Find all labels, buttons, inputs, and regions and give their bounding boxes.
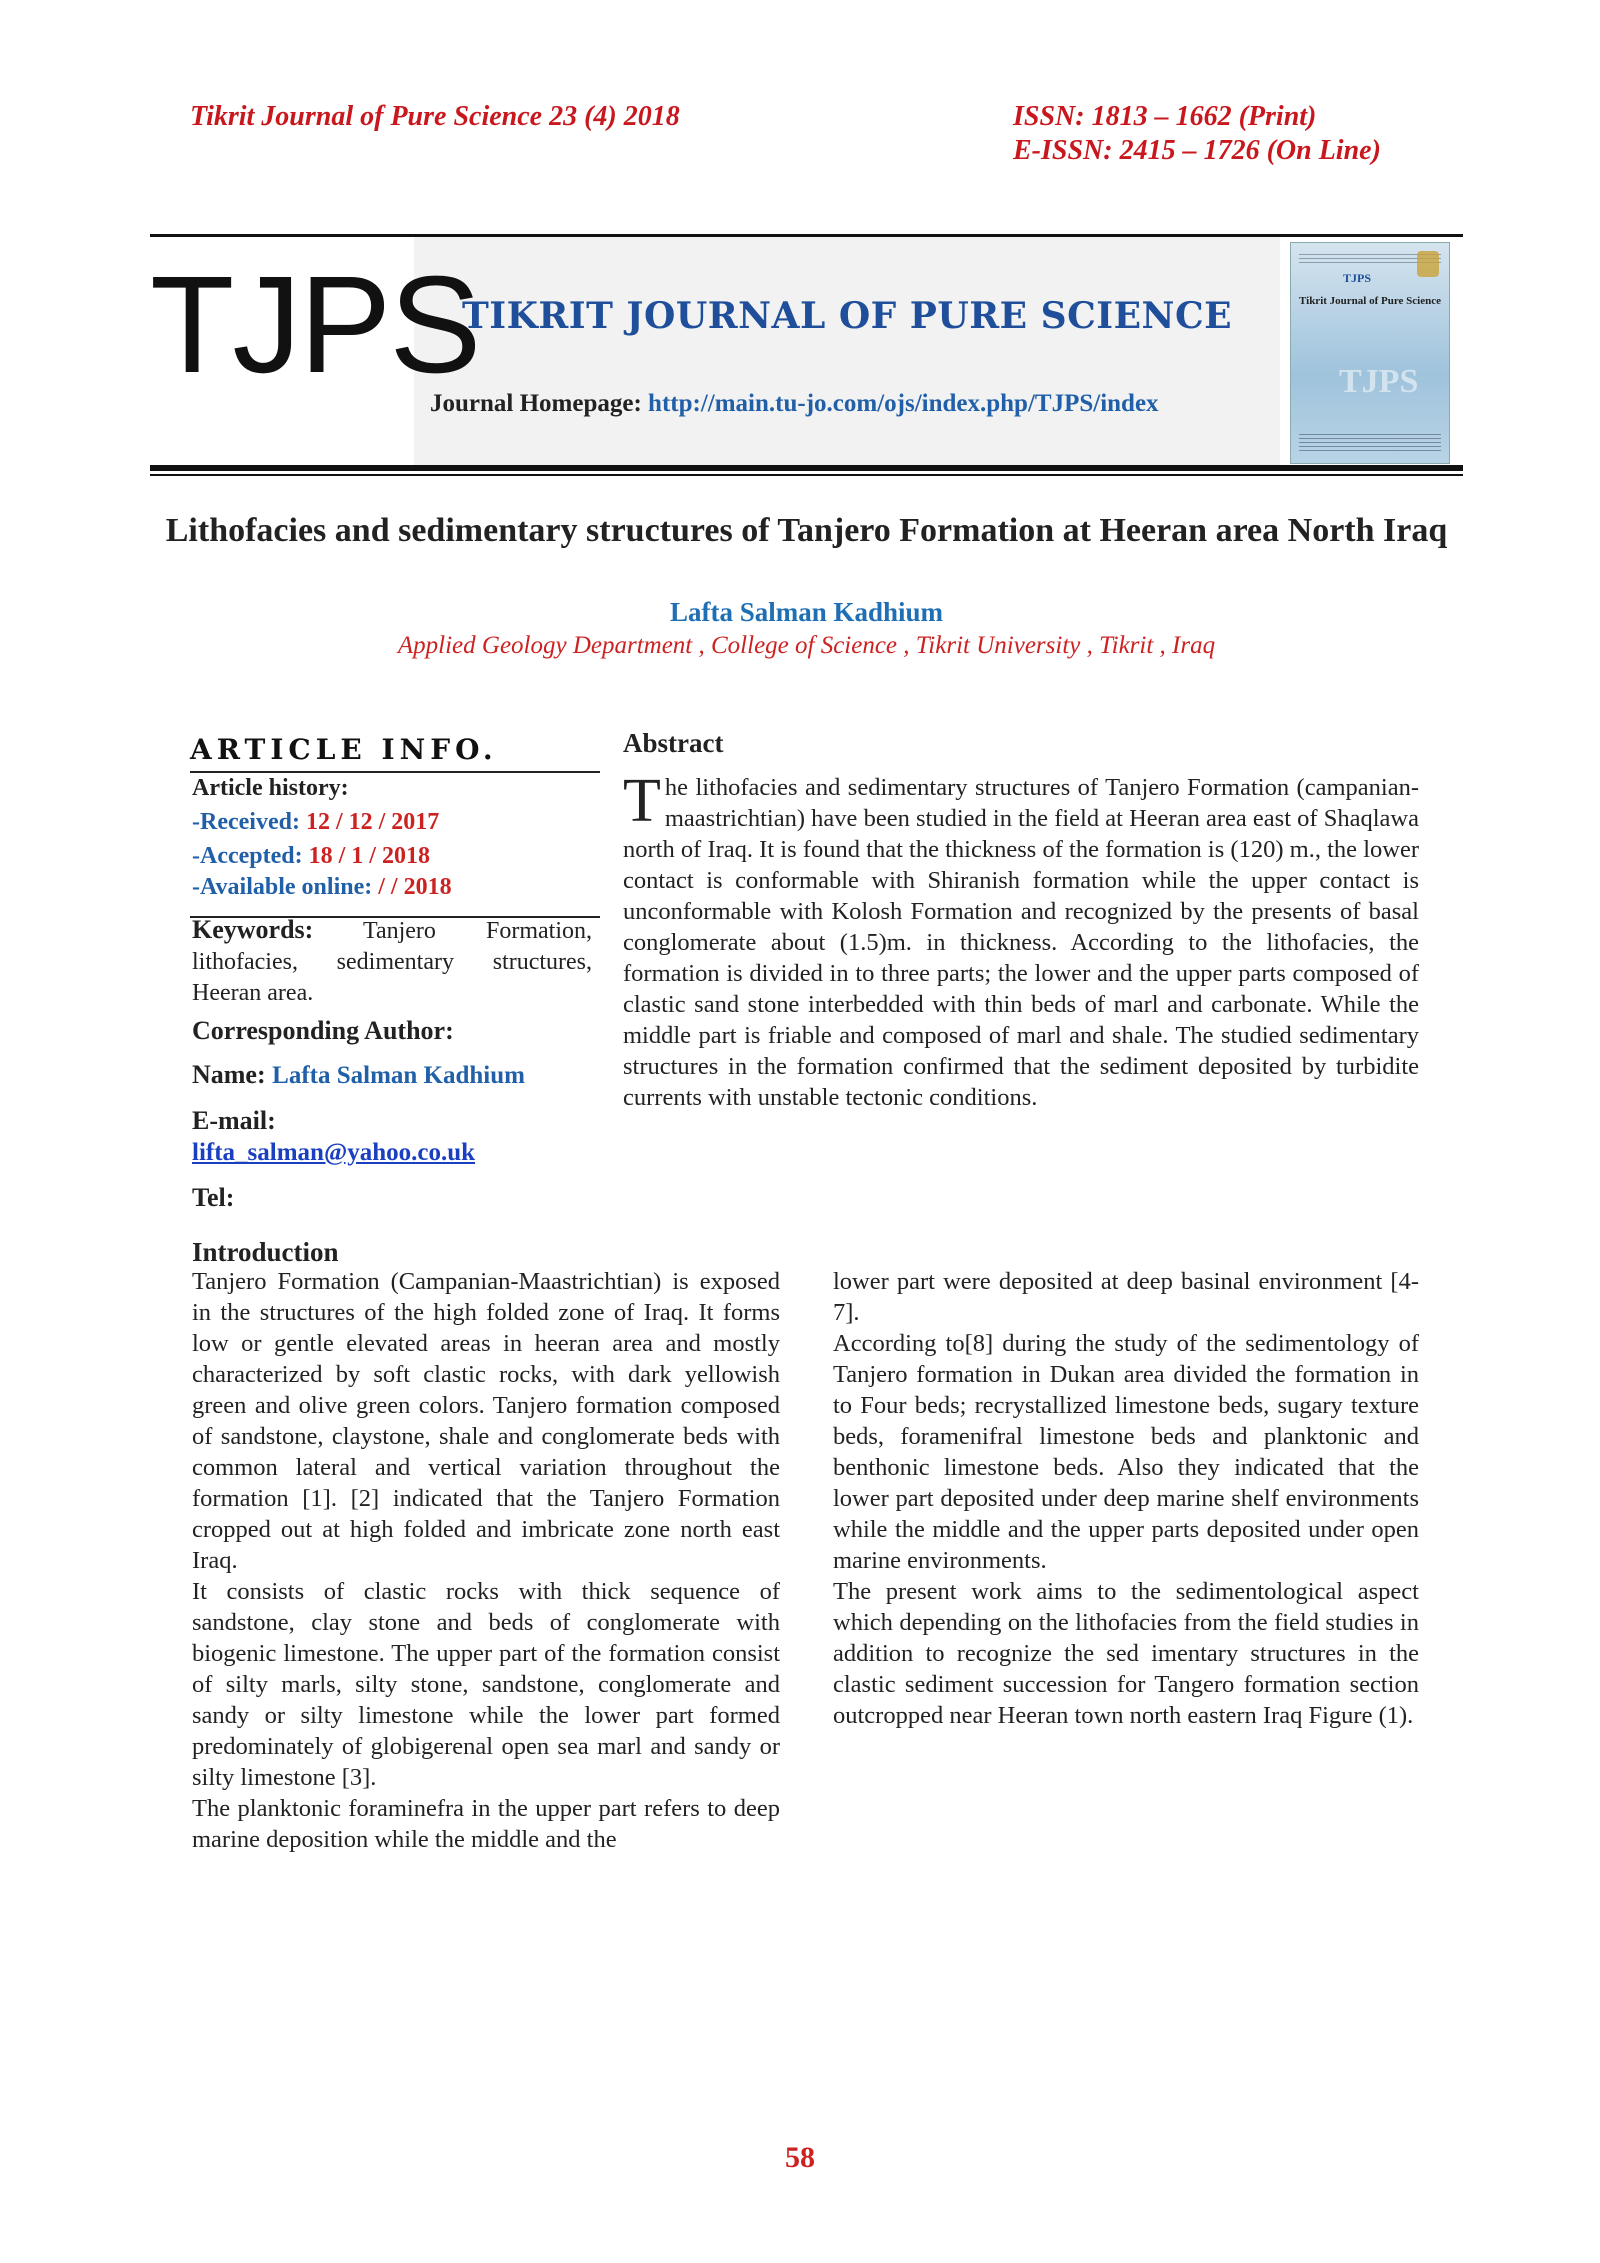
cover-watermark: TJPS (1339, 363, 1419, 400)
intro-paragraph: The present work aims to the sedimentological aspect which depending on the lithofacies from the field studies in addition to recognize the sed imentary structures in the clastic sediment succession for Tangero formation section outcropped near Heeran town north eastern Iraq Figure (1). (833, 1578, 1419, 1729)
issn-print: ISSN: 1813 – 1662 (Print) (1013, 101, 1317, 132)
journal-issue-header: Tikrit Journal of Pure Science 23 (4) 2018 (190, 101, 680, 132)
accepted-date (192, 841, 430, 872)
accepted-value: 18 / 1 / 2018 (308, 843, 430, 869)
introduction-right-column (833, 1266, 1419, 1731)
keywords (192, 914, 592, 1009)
author-affiliation: Applied Geology Department , College of Science , Tikrit University , Tikrit , Iraq (397, 632, 1216, 659)
homepage-link[interactable]: http://main.tu-jo.com/ojs/index.php/TJPS/index (648, 390, 1159, 417)
introduction-left-column (192, 1266, 780, 1855)
paper-author: Lafta Salman Kadhium (669, 597, 944, 627)
accepted-label: -Accepted: (192, 843, 303, 869)
received-date (192, 807, 439, 838)
corresponding-author-label: Corresponding Author: (192, 1016, 454, 1045)
available-date (192, 872, 452, 903)
abstract-heading: Abstract (623, 728, 724, 758)
page-number: 58 (785, 2141, 815, 2174)
abstract-body (623, 767, 1419, 1113)
homepage-label: Journal Homepage: (430, 390, 649, 417)
intro-paragraph: It consists of clastic rocks with thick sequence of sandstone, clay stone and beds of conglomerate with biogenic limestone. The upper part of the formation consist of silty marls, silty stone, sandstone, conglomerate and sandy or silty limestone while the lower part formed predominately of globigerenal open sea marl and sandy or silty limestone [3]. (192, 1578, 780, 1791)
banner-bottom-rule (150, 465, 1463, 471)
journal-cover-image (1290, 242, 1450, 464)
keywords-label: Keywords: (192, 915, 314, 944)
name-label: Name: (192, 1060, 266, 1089)
tjps-logo: TJPS (150, 248, 480, 402)
received-value: 12 / 12 / 2017 (305, 809, 440, 835)
cover-badge: TJPS (1343, 271, 1372, 285)
email-link[interactable]: lifta_salman@yahoo.co.uk (192, 1139, 476, 1166)
article-history-label: Article history: (192, 775, 349, 801)
paper-title: Lithofacies and sedimentary structures of Tanjero Formation at Heeran area North Iraq (165, 512, 1448, 549)
abstract-dropcap: T (623, 767, 661, 835)
introduction-heading: Introduction (192, 1237, 339, 1267)
banner-bottom-rule-thin (150, 474, 1463, 476)
name-value: Lafta Salman Kadhium (272, 1062, 525, 1089)
university-emblem-icon (1417, 251, 1439, 277)
article-info-heading: ARTICLE INFO. (190, 733, 498, 766)
abstract-text: he lithofacies and sedimentary structures of Tanjero Formation (campanian- maastrichtian) have been studied in the field at Heeran area east of Shaqlawa north of Iraq. It is found that the thickness of the formation is (120) m., the lower contact is conformable with Shiranish formation while the upper contact is unconformable with Kolosh Formation and recognized by the presents of basal conglomerate about (1.5)m. in thickness. According to the lithofacies, the formation is divided in to three parts; the lower and the upper parts composed of clastic sand stone interbedded with thin beds of marl and carbonate. While the middle part is friable and composed of marl and shale. The studied sedimentary structures in the formation confirmed that the sediment deposited by turbidite currents with unstable tectonic conditions. (623, 774, 1419, 1111)
intro-paragraph: The planktonic foraminefra in the upper part refers to deep marine deposition while the middle and the (192, 1795, 780, 1853)
email-label: E-mail: (192, 1106, 276, 1135)
cover-fine-print-bottom (1299, 433, 1441, 451)
intro-paragraph: According to[8] during the study of the sedimentology of Tanjero formation in Dukan area divided the formation in to Four beds; recrystallized limestone beds, sugary texture beds, foramenifral limestone beds and planktonic and benthonic limestone beds. Also they indicated that the lower part deposited under deep marine shelf environments while the middle and the upper parts deposited under open marine environments. (833, 1330, 1419, 1574)
received-label: -Received: (192, 809, 300, 835)
keywords-value: Tanjero Formation, lithofacies, sedimentary structures, Heeran area. (192, 918, 592, 1006)
issn-online: E-ISSN: 2415 – 1726 (On Line) (1013, 135, 1381, 166)
tel-label: Tel: (192, 1183, 235, 1212)
cover-title: Tikrit Journal of Pure Science (1299, 295, 1441, 307)
journal-title: TIKRIT JOURNAL OF PURE SCIENCE (461, 295, 1233, 337)
available-value: / / 2018 (378, 874, 452, 900)
available-label: -Available online: (192, 874, 373, 900)
banner-background (414, 237, 1280, 465)
corresponding-name (192, 1060, 525, 1090)
journal-homepage (430, 390, 1159, 418)
intro-paragraph: Tanjero Formation (Campanian-Maastrichtian) is exposed in the structures of the high folded zone of Iraq. It forms low or gentle elevated areas in heeran area and mostly characterized by soft clastic rocks, with dark yellowish green and olive green colors. Tanjero formation composed of sandstone, claystone, shale and conglomerate beds with common lateral and vertical variation throughout the formation [1]. [2] indicated that the Tanjero Formation cropped out at high folded and imbricate zone north east Iraq. (192, 1268, 780, 1574)
intro-paragraph: lower part were deposited at deep basinal environment [4-7]. (833, 1268, 1419, 1326)
